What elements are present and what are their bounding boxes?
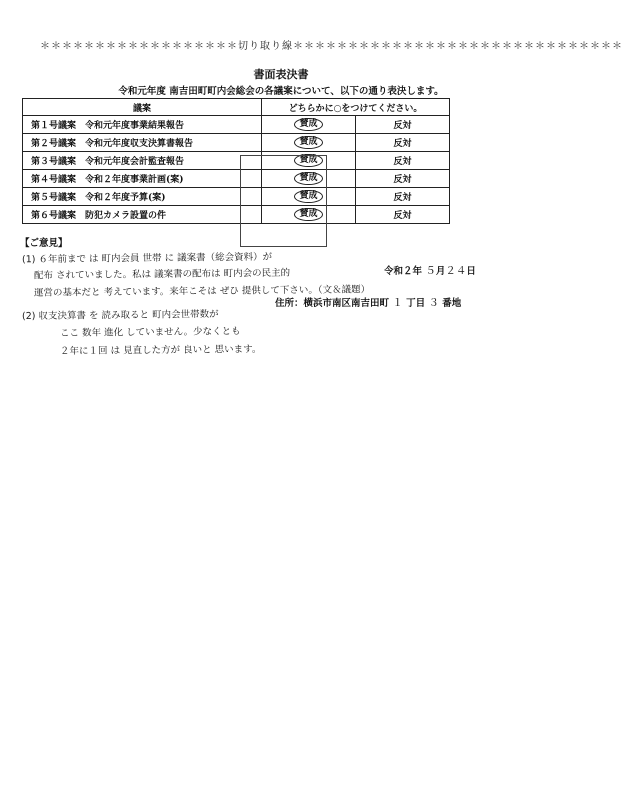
circle-mark: 賛成 bbox=[294, 172, 322, 185]
circle-mark: 賛成 bbox=[294, 208, 322, 221]
handwritten-line: ２年に１回 は 見直した方が 良いと 思います。 bbox=[59, 343, 262, 358]
circle-mark: 賛成 bbox=[294, 154, 322, 167]
table-row bbox=[23, 152, 450, 170]
drawn-rectangle bbox=[240, 155, 327, 247]
table-row bbox=[23, 134, 450, 152]
approve-option[interactable] bbox=[262, 134, 356, 152]
vote-table bbox=[22, 98, 450, 224]
table-row bbox=[23, 206, 450, 224]
agenda-item: 第５号議案 令和２年度予算(案) bbox=[23, 188, 262, 206]
table-row bbox=[23, 116, 450, 134]
agenda-item: 第３号議案 令和元年度会計監査報告 bbox=[23, 152, 262, 170]
circle-mark: 賛成 bbox=[294, 190, 322, 203]
oppose-option[interactable]: 反対 bbox=[356, 206, 450, 224]
handwritten-line: 配布 されていました。私は 議案書の配布は 町内会の民主的 bbox=[33, 267, 291, 282]
table-row bbox=[23, 170, 450, 188]
table-row bbox=[23, 188, 450, 206]
cut-line: ＊＊＊＊＊＊＊＊＊＊＊＊＊＊＊＊＊＊切り取り線＊＊＊＊＊＊＊＊＊＊＊＊＊＊＊＊＊＊＊＊＊＊＊＊＊＊＊＊＊＊ bbox=[40, 41, 623, 52]
oppose-option[interactable]: 反対 bbox=[356, 134, 450, 152]
oppose-option[interactable]: 反対 bbox=[356, 170, 450, 188]
agenda-item: 第２号議案 令和元年度収支決算書報告 bbox=[23, 134, 262, 152]
address-field: 住所：横浜市南区南吉田町 １ 丁目 ３ 番地 bbox=[275, 297, 462, 309]
agenda-item: 第１号議案 令和元年度事業結果報告 bbox=[23, 116, 262, 134]
handwritten-line: 運営の基本だと 考えています。来年こそは ぜひ 提供して下さい。（文＆議題） bbox=[33, 284, 371, 299]
agenda-item: 第６号議案 防犯カメラ設置の件 bbox=[23, 206, 262, 224]
oppose-option[interactable]: 反対 bbox=[356, 188, 450, 206]
header-vote: どちらかに○をつけてください。 bbox=[262, 99, 450, 116]
circle-mark: 賛成 bbox=[294, 118, 322, 131]
intro-text: 令和元年度 南吉田町町内会総会の各議案について、以下の通り表決します。 bbox=[118, 86, 444, 97]
vote-table-header bbox=[23, 99, 450, 116]
circle-mark: 賛成 bbox=[294, 136, 322, 149]
header-item: 議案 bbox=[23, 99, 262, 116]
handwritten-line: ここ 数年 進化 していません。少なくとも bbox=[59, 326, 241, 339]
approve-option[interactable] bbox=[262, 116, 356, 134]
oppose-option[interactable]: 反対 bbox=[356, 116, 450, 134]
agenda-item: 第４号議案 令和２年度事業計画(案) bbox=[23, 170, 262, 188]
date-field: 令和２年 ５月２４日 bbox=[384, 265, 476, 277]
opinion-label: 【ご意見】 bbox=[20, 238, 68, 249]
page-title: 書面表決書 bbox=[253, 68, 309, 81]
oppose-option[interactable]: 反対 bbox=[356, 152, 450, 170]
handwritten-line: (2) 収支決算書 を 読み取ると 町内会世帯数が bbox=[21, 308, 219, 323]
handwritten-line: (1) ６年前まで は 町内会員 世帯 に 議案書（総会資料）が bbox=[21, 251, 273, 266]
